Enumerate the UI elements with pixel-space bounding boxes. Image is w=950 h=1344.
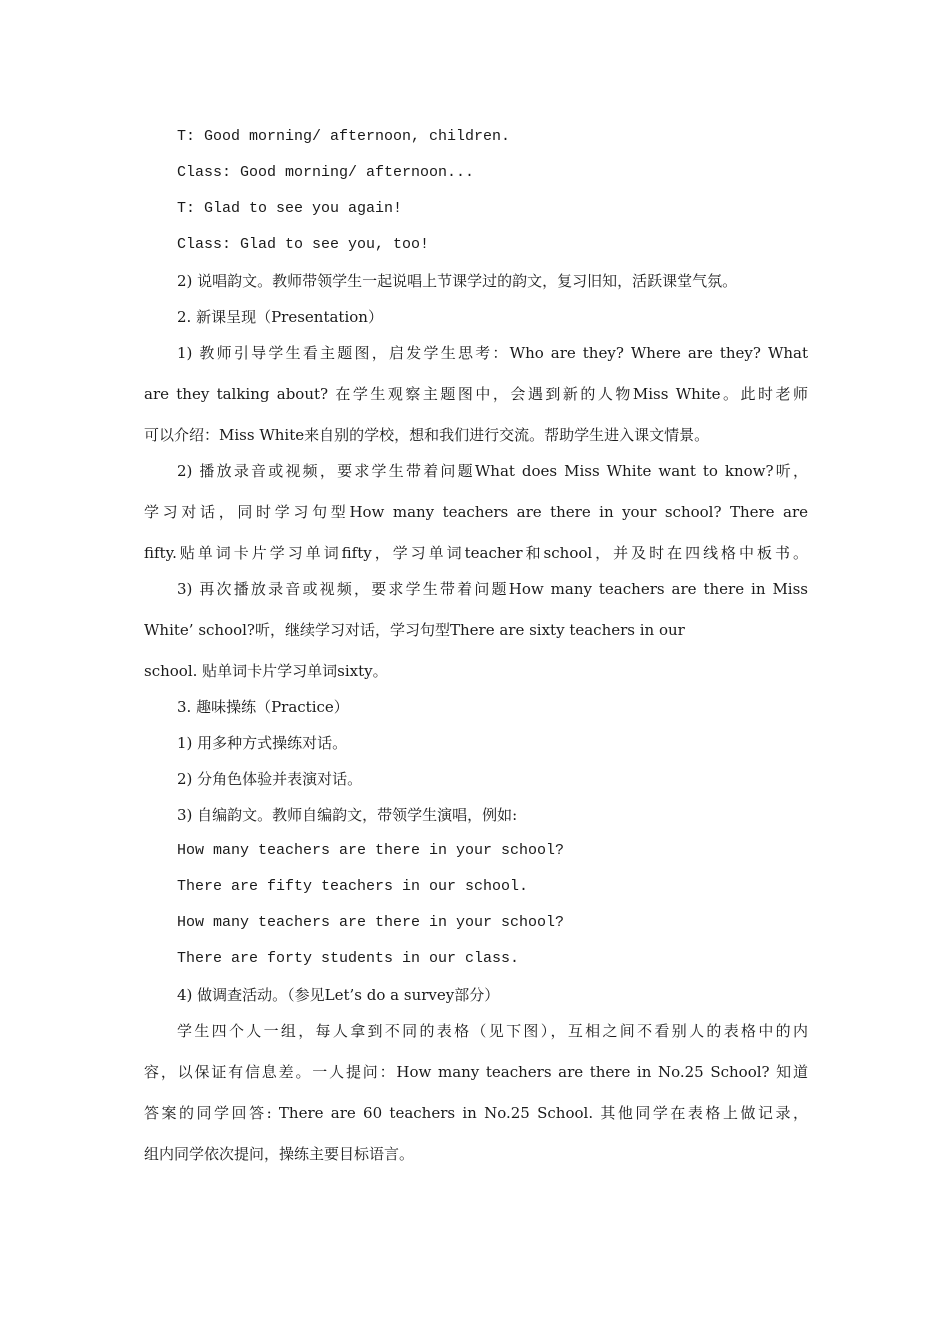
presentation-step-3-line-3: school. 贴单词卡片学习单词sixty。 [144,662,388,680]
presentation-step-1-line-3: 可以介绍：Miss White来自别的学校，想和我们进行交流。帮助学生进入课文情景。 [144,426,710,444]
presentation-step-2-line-2: 学习对话，同时学习句型How many teachers are there in your school? There are [144,503,808,521]
chant-line-4: There are forty students in our class. [177,950,520,967]
presentation-step-1-line-2: are they talking about? 在学生观察主题图中，会遇到新的人物Miss White。此时老师 [144,385,808,403]
dialogue-line-teacher-glad: T: Glad to see you again! [177,200,403,217]
presentation-step-1-line-1: 1) 教师引导学生看主题图，启发学生思考：Who are they? Where are they? What [177,344,808,362]
dialogue-line-class-greeting: Class: Good morning/ afternoon... [177,164,475,181]
survey-paragraph-line-1: 学生四个人一组，每人拿到不同的表格（见下图），互相之间不看别人的表格中的内 [177,1022,808,1040]
presentation-step-3-line-1: 3) 再次播放录音或视频，要求学生带着问题How many teachers are there in Miss [177,580,808,598]
practice-step-2: 2) 分角色体验并表演对话。 [177,770,363,788]
presentation-step-2-line-3: fifty.贴单词卡片学习单词fifty，学习单词teacher和school，并及时在四线格中板书。 [144,544,808,562]
dialogue-line-class-glad: Class: Glad to see you, too! [177,236,430,253]
practice-step-1: 1) 用多种方式操练对话。 [177,734,348,752]
chant-line-3: How many teachers are there in your school? [177,914,565,931]
practice-step-4: 4) 做调查活动。（参见Let’s do a survey部分） [177,986,500,1004]
practice-step-3: 3) 自编韵文。教师自编韵文，带领学生演唱，例如: [177,806,518,824]
survey-paragraph-line-4: 组内同学依次提问，操练主要目标语言。 [144,1145,415,1163]
dialogue-line-teacher-greeting: T: Good morning/ afternoon, children. [177,128,511,145]
chant-line-2: There are fifty teachers in our school. [177,878,529,895]
presentation-step-2-line-1: 2) 播放录音或视频，要求学生带着问题What does Miss White want to know?听， [177,462,808,480]
section-heading-practice: 3. 趣味操练（Practice） [177,698,349,716]
chant-line-1: How many teachers are there in your school? [177,842,565,859]
survey-paragraph-line-3: 答案的同学回答: There are 60 teachers in No.25 School. 其他同学在表格上做记录， [144,1104,808,1122]
survey-paragraph-line-2: 容，以保证有信息差。一人提问：How many teachers are there in No.25 School? 知道 [144,1063,808,1081]
presentation-step-3-line-2: White’ school?听，继续学习对话，学习句型There are sixty teachers in our [144,621,685,639]
section-heading-presentation: 2. 新课呈现（Presentation） [177,308,383,326]
step-chant-review: 2) 说唱韵文。教师带领学生一起说唱上节课学过的韵文，复习旧知，活跃课堂气氛。 [177,272,738,290]
